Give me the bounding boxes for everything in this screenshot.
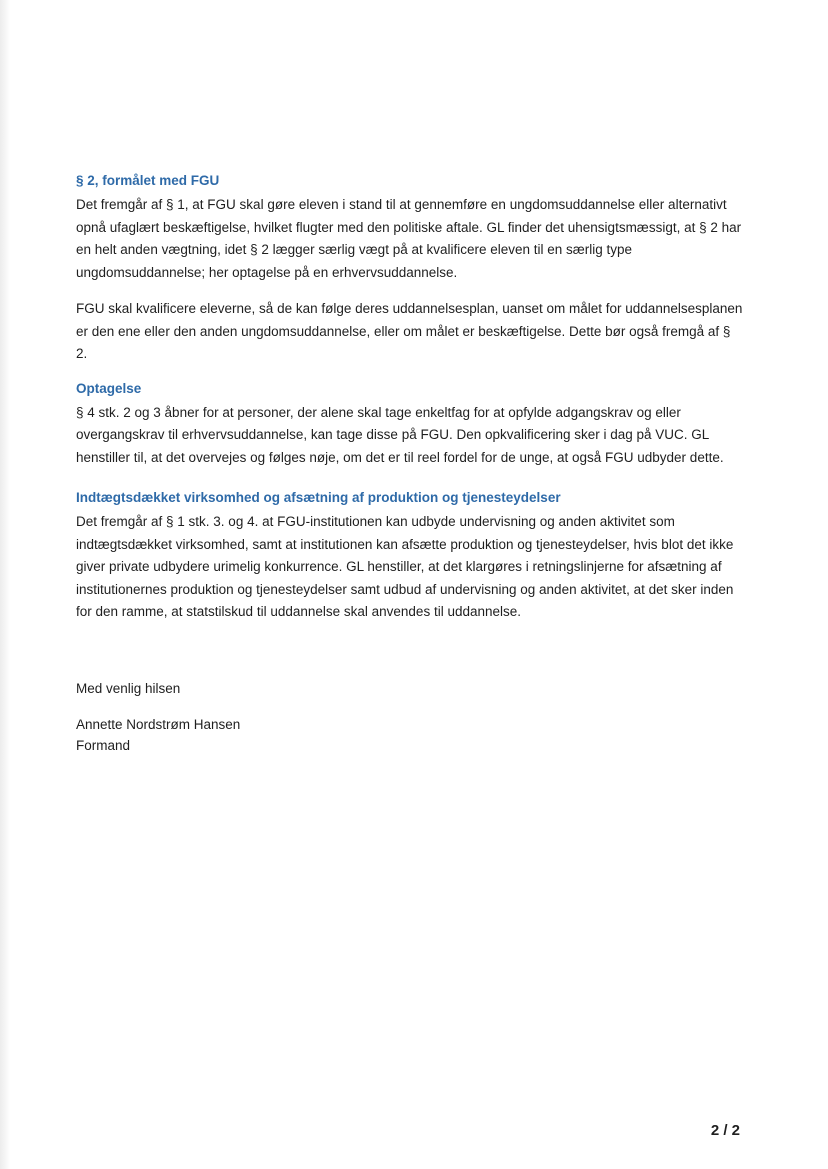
signature-name: Annette Nordstrøm Hansen	[76, 716, 241, 732]
signature-greeting: Med venlig hilsen	[76, 680, 181, 696]
paragraph: Det fremgår af § 1, at FGU skal gøre eleven i stand til at gennemføre en ungdomsuddannelse eller alternativt opnå ufaglært beskæftigelse, hvilket flugter med den politiske aftale. GL finder det uhensigtsmæssigt, at § 2 har en helt anden vægtning, idet § 2 lægger særlig vægt på at kvalificere eleven til en særlig type ungdomsuddannelse; her optagelse på en erhvervsuddannelse.	[76, 197, 742, 280]
scan-edge	[0, 0, 10, 1169]
paragraph: § 4 stk. 2 og 3 åbner for at personer, der alene skal tage enkeltfag for at opfylde adgangskrav og eller overgangskrav til erhvervsuddannelse, kan tage disse på FGU. Den opkvalificering sker i dag på VUC. GL henstiller til, at det overvejes og følges nøje, om det er til reel fordel for de unge, at også FGU udbyder dette.	[76, 404, 724, 465]
document-page	[76, 172, 744, 756]
section-heading-income: Indtægtsdækket virksomhed og afsætning af produktion og tjenesteydelser	[76, 490, 561, 505]
paragraph: Det fremgår af § 1 stk. 3. og 4. at FGU-institutionen kan udbyde undervisning og anden aktivitet som indtægtsdækket virksomhed, samt at institutionen kan afsætte produktion og tjenesteydelser, hvis blot det ikke giver private udbydere urimelig konkurrence. GL henstiller, at det klargøres i retningslinjerne for afsætning af institutionernes produktion og tjenesteydelser samt udbud af undervisning og anden aktivitet, at det sker inden for den ramme, at statstilskud til uddannelse skal anvendes til uddannelse.	[76, 514, 734, 619]
section-heading-purpose: § 2, formålet med FGU	[76, 173, 220, 188]
signature-title: Formand	[76, 737, 131, 753]
page-number: 2 / 2	[710, 1122, 740, 1139]
section-heading-admission: Optagelse	[76, 380, 142, 396]
paragraph: FGU skal kvalificere eleverne, så de kan følge deres uddannelsesplan, uanset om målet for uddannelsesplanen er den ene eller den anden ungdomsuddannelse, eller om målet er beskæftigelse. Dette bør også fremgå af § 2.	[76, 301, 743, 361]
